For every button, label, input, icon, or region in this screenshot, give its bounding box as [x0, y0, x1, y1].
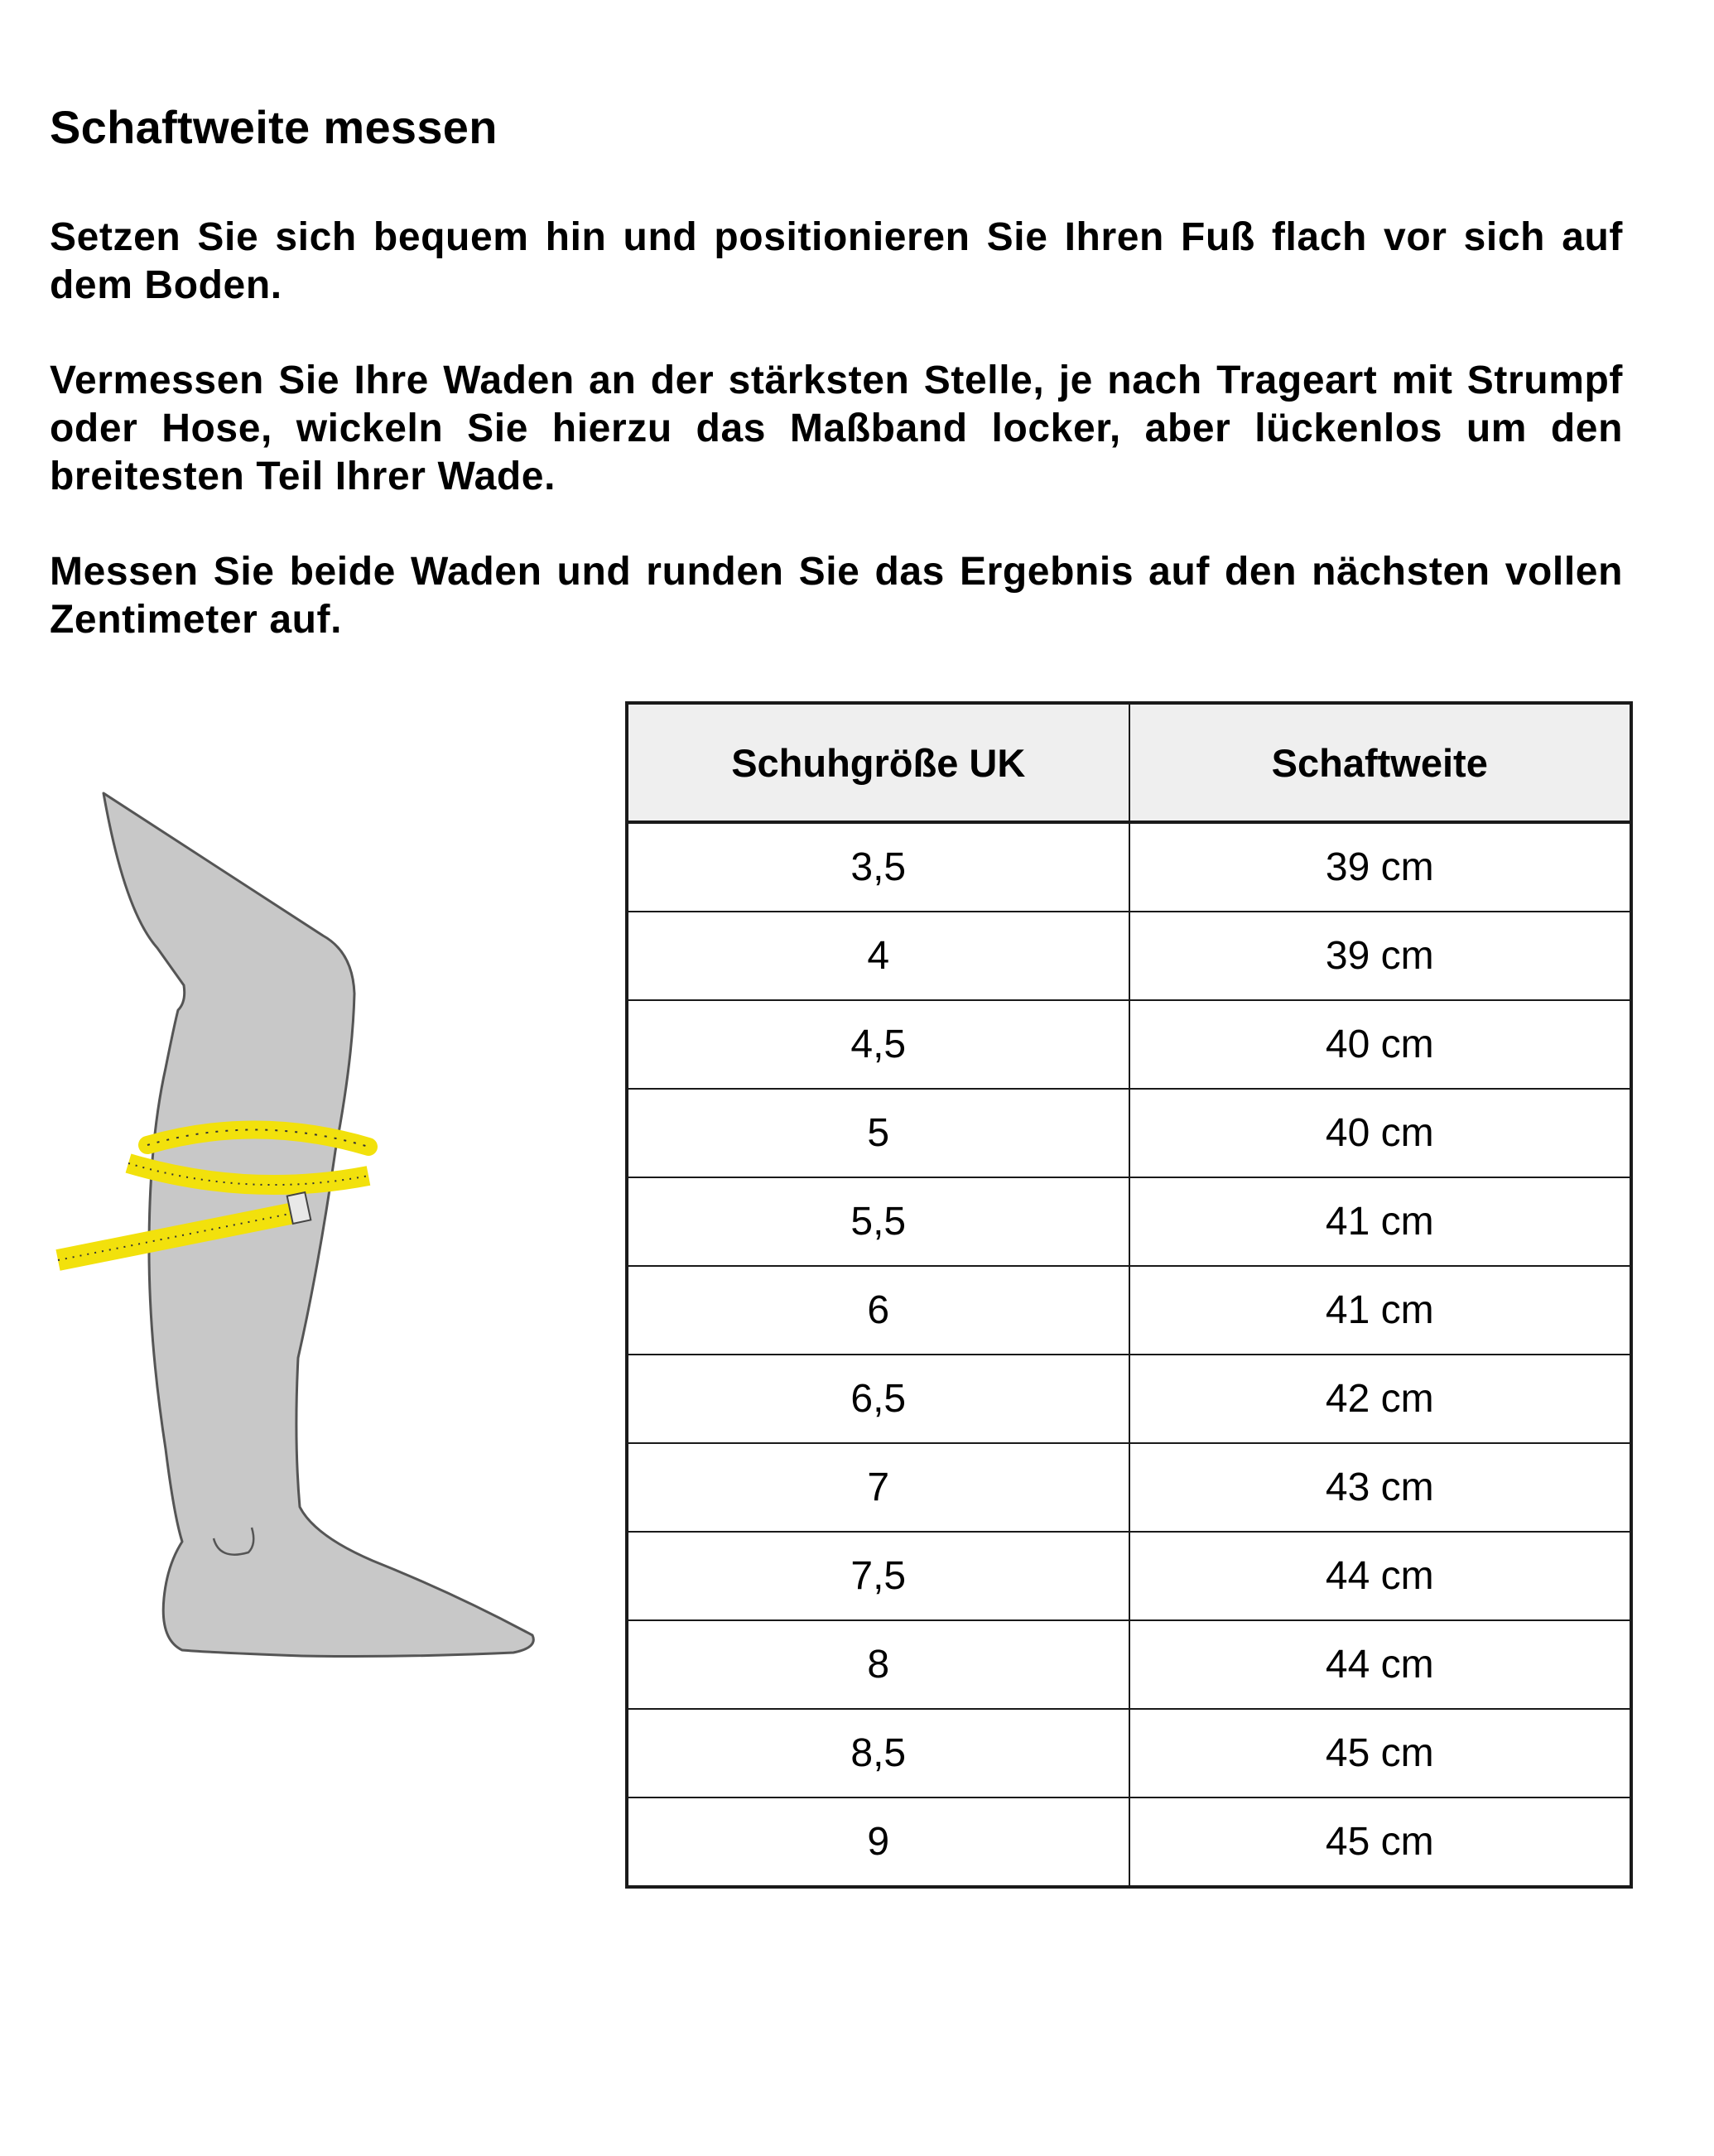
- shoe-size-cell: 6,5: [627, 1355, 1129, 1443]
- table-row: [627, 1000, 1631, 1089]
- shaft-width-cell: 41 cm: [1129, 1266, 1632, 1355]
- shoe-size-cell: 5: [627, 1089, 1129, 1177]
- table-row: [627, 1797, 1631, 1887]
- shoe-size-cell: 7,5: [627, 1532, 1129, 1620]
- shoe-size-cell: 6: [627, 1266, 1129, 1355]
- shaft-width-cell: 39 cm: [1129, 912, 1632, 1000]
- shaft-width-cell: 40 cm: [1129, 1089, 1632, 1177]
- table-header-row: [627, 703, 1631, 822]
- shaft-width-cell: 45 cm: [1129, 1797, 1632, 1887]
- shaft-width-cell: 40 cm: [1129, 1000, 1632, 1089]
- table-row: [627, 1443, 1631, 1532]
- shoe-size-cell: 8,5: [627, 1709, 1129, 1797]
- page-title: Schaftweite messen: [50, 101, 498, 153]
- table-row: [627, 912, 1631, 1000]
- table-row: [627, 1177, 1631, 1266]
- table-row: [627, 1532, 1631, 1620]
- leg-with-measuring-tape-icon: [50, 787, 546, 1664]
- instruction-paragraph-round: Messen Sie beide Waden und runden Sie das Ergebnis auf den nächsten vollen Zentimeter auf.: [50, 550, 1623, 642]
- shaft-width-cell: 42 cm: [1129, 1355, 1632, 1443]
- shoe-size-cell: 8: [627, 1620, 1129, 1709]
- shaft-width-cell: 43 cm: [1129, 1443, 1632, 1532]
- instruction-paragraph-sit: Setzen Sie sich bequem hin und positionieren Sie Ihren Fuß flach vor sich auf dem Boden.: [50, 215, 1623, 307]
- shaft-width-cell: 45 cm: [1129, 1709, 1632, 1797]
- column-header-shoe-size: Schuhgröße UK: [627, 703, 1129, 822]
- shoe-size-cell: 4,5: [627, 1000, 1129, 1089]
- shaft-width-cell: 44 cm: [1129, 1620, 1632, 1709]
- shoe-size-cell: 3,5: [627, 822, 1129, 912]
- leg-silhouette: [104, 793, 533, 1657]
- table-row: [627, 1620, 1631, 1709]
- table-row: [627, 822, 1631, 912]
- size-table: [625, 701, 1633, 1889]
- shaft-width-cell: 41 cm: [1129, 1177, 1632, 1266]
- table-row: [627, 1355, 1631, 1443]
- shaft-width-cell: 44 cm: [1129, 1532, 1632, 1620]
- shoe-size-cell: 4: [627, 912, 1129, 1000]
- shoe-size-cell: 5,5: [627, 1177, 1129, 1266]
- instruction-paragraph-measure: Vermessen Sie Ihre Waden an der stärksten Stelle, je nach Trageart mit Strumpf oder Hose, wickeln Sie hierzu das Maßband locker, aber lückenlos um den breitesten Teil Ihrer Wade.: [50, 359, 1623, 498]
- shaft-width-cell: 39 cm: [1129, 822, 1632, 912]
- table-row: [627, 1089, 1631, 1177]
- table-row: [627, 1266, 1631, 1355]
- shoe-size-cell: 9: [627, 1797, 1129, 1887]
- shoe-size-cell: 7: [627, 1443, 1129, 1532]
- column-header-shaft-width: Schaftweite: [1129, 703, 1632, 822]
- table-row: [627, 1709, 1631, 1797]
